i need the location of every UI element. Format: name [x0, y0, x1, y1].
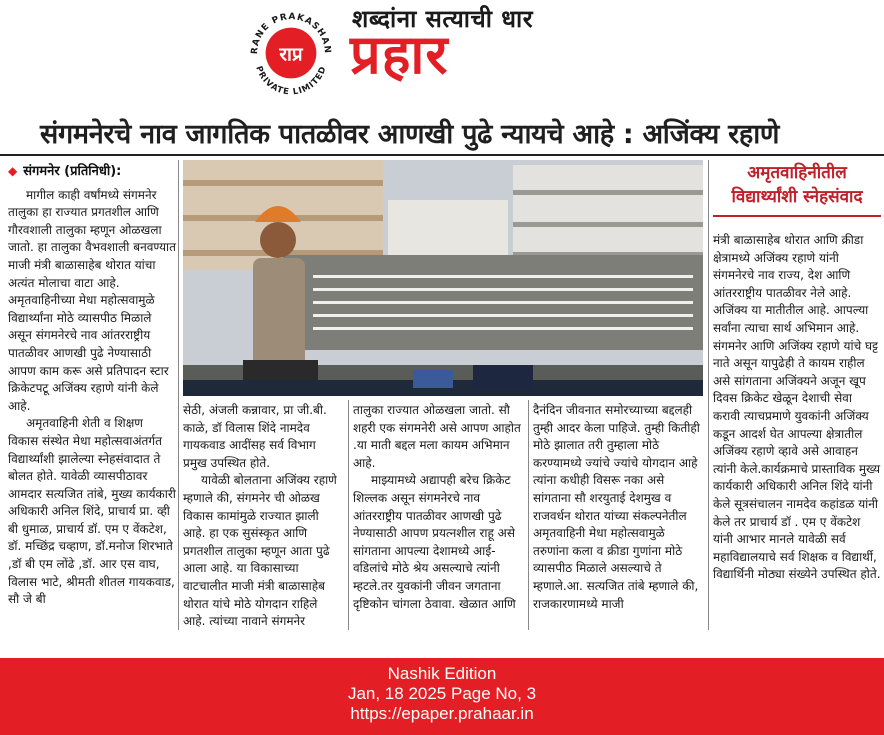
dateline-text: संगमनेर (प्रतिनिधी):: [23, 164, 122, 179]
publisher-seal-logo: [244, 6, 338, 100]
column-divider: [178, 160, 179, 630]
column-divider: [348, 400, 349, 630]
svg-text:RANE PRAKASHAN: RANE PRAKASHAN: [249, 12, 333, 55]
event-photo-icon: [183, 160, 703, 396]
paragraph: सेठी, अंजली कन्नावार, प्रा जी.बी. काळे, डॉ विलास शिंदे नामदेव गायकवाड आदींसह सर्व विभाग प्रमुख उपस्थित होते.: [183, 403, 327, 470]
footer-edition: Nashik Edition: [387, 664, 497, 683]
paragraph: तालुका राज्यात ओळखला जातो. सौ शहरी एक संगमनेरी असे आपण आहोत .या माती बद्दल मला कायम अभिमान आहे.: [353, 403, 521, 470]
article-column-5: [713, 232, 881, 584]
event-photo: [183, 160, 703, 396]
footer-date-page: Jan, 18 2025 Page No, 3: [347, 684, 537, 703]
paragraph: माझ्यामध्ये अद्यापही बरेच क्रिकेट शिल्लक असून संगमनेरचे नाव आंतरराष्ट्रीय पातळीवर आणखी पुढे नेण्यासाठी आपण प्रयत्नशील राहू असे सांगताना आपल्या देशामध्ये आई-वडिलांचे मोठे श्रेय असल्याचे त्यांनी म्हटले.तर युवकांनी जीवन जगताना दृष्टिकोन चांगला ठेवावा. खेळात आणि: [353, 473, 516, 611]
headline-row: [0, 100, 884, 156]
diamond-bullet-icon: ◆: [8, 164, 18, 178]
article-column-2: [183, 402, 343, 631]
column-divider: [708, 160, 709, 630]
article-headline: संगमनेरचे नाव जागतिक पातळीवर आणखी पुढे न्यायचे आहे : अजिंक्य रहाणे: [40, 119, 780, 150]
paragraph: मंत्री बाळासाहेब थोरात आणि क्रीडा क्षेत्रामध्ये अजिंक्य रहाणे यांनी संगमनेरचे नाव राज्य, देश आणि आंतरराष्ट्रीय पातळीवर नेले आहे. अजिंक्य या मातीतील आहे. आपल्या सर्वांना त्याचा सार्थ अभिमान आहे. संगमनेर आणि अजिंक्य रहाणे यांचे घट्ट नाते असून यापुढेही ते कायम राहील असे सांगताना अजिंक्यने अजून खूप दिवस क्रिकेट खेळून देशाची सेवा करावी त्याचप्रमाणे युवकांनी अजिंक्य कडून आदर्श घेत आपल्या क्षेत्रातील अजिंक्य रहाणे व्हावे असे आवाहन त्यांनी केले.कार्यक्रमाचे प्रास्ताविक मुख्य कार्यकारी अधिकारी अनिल शिंदे यांनी केले सूत्रसंचालन नामदेव कहांडळ यांनी केले तर प्राचार्य डॉ . एम ए वेंकटेश यांनी आभार मानले यावेळी सर्व महाविद्यालयाचे सर्व शिक्षक व विद्यार्थी, विद्यार्थिनी मोठ्या संख्येने उपस्थित होते.: [713, 233, 881, 582]
svg-text:PRIVATE LIMITED: PRIVATE LIMITED: [254, 64, 328, 97]
article-column-3: [353, 402, 523, 613]
footer-band: [0, 658, 884, 735]
svg-text:राप्र: राप्र: [279, 44, 303, 66]
masthead-brand: प्रहार: [350, 23, 449, 86]
dateline: [8, 163, 176, 181]
column-divider: [528, 400, 529, 630]
side-headline: अमृतवाहिनीतील विद्यार्थ्यांशी स्नेहसंवाद: [713, 161, 881, 217]
masthead: [0, 0, 884, 96]
paragraph: मागील काही वर्षांमध्ये संगमनेर तालुका हा राज्यात प्रगतशील आणि गौरवशाली तालुका म्हणून ओळखला जातो. हा तालुका वैभवशाली बनवण्यात माजी मंत्री बाळासाहेब थोरात यांचा अत्यंत मोलाचा वाटा आहे. अमृतवाहिनीच्या मेधा महोत्सवामुळे विद्यार्थ्यांना मोठे व्यासपीठ मिळाले असून संगमनेरचे नाव आंतरराष्ट्रीय पातळीवर आणखी पुढे नेण्यासाठी आपण काम करू असे प्रतिपादन स्टार क्रिकेटपटू अजिंक्य रहाणे यांनी केले आहे.: [8, 187, 177, 413]
masthead-tagline: शब्दांना सत्याची धार: [352, 5, 534, 33]
article-column-1: [8, 163, 176, 609]
paragraph: दैनंदिन जीवनात समोरच्याच्या बद्दलही तुम्ही आदर केला पाहिजे. तुम्ही कितीही मोठे झालात तरी तुम्हाला मोठे करण्यामध्ये ज्यांचे ज्यांचे योगदान आहे त्यांना कधीही विसरू नका असे सांगताना सौ शरयुताई देशमुख व राजवर्धन थोरात यांच्या संकल्पनेतील अमृतवाहिनी मेधा महोत्सवामुळे तरुणांना कला व क्रीडा गुणांना मोठे व्यासपीठ मिळाले असल्याचे ते म्हणाले.आ. सत्यजित तांबे म्हणाले की, राजकारणामध्ये माजी: [533, 403, 700, 611]
paragraph: अमृतवाहिनी शेती व शिक्षण विकास संस्थेत मेधा महोत्सवाअंतर्गत विद्यार्थ्यांशी झालेल्या स्नेहसंवादात ते बोलत होते. यावेळी व्यासपीठावर आमदार सत्यजित तांबे, मुख्य कार्यकारी अधिकारी अनिल शिंदे, प्राचार्य प्रा. व्ही बी धुमाळ, प्राचार्य डॉ. एम ए वेंकटेश, डॉ. मच्छिंद्र चव्हाण, डॉ.मनोज शिरभाते ,डॉ बी एम लोंढे ,डॉ. आर एस वाघ, विलास भाटे, श्रीमती शीतल गायकवाड, सौ जे बी: [8, 416, 176, 607]
paragraph: यावेळी बोलताना अजिंक्य रहाणे म्हणाले की, संगमनेर ची ओळख विकास कामांमुळे राज्यात झाली आहे. हा एक सुसंस्कृत आणि प्रगतशील तालुका म्हणून आता पुढे आला आहे. या विकासाच्या वाटचालीत माजी मंत्री बाळासाहेब थोरात यांचे मोठे योगदान राहिले आहे. त्यांच्या नावाने संगमनेर: [183, 473, 337, 629]
footer-url-link[interactable]: https://epaper.prahaar.in: [350, 704, 534, 723]
article-column-4: [533, 402, 703, 613]
